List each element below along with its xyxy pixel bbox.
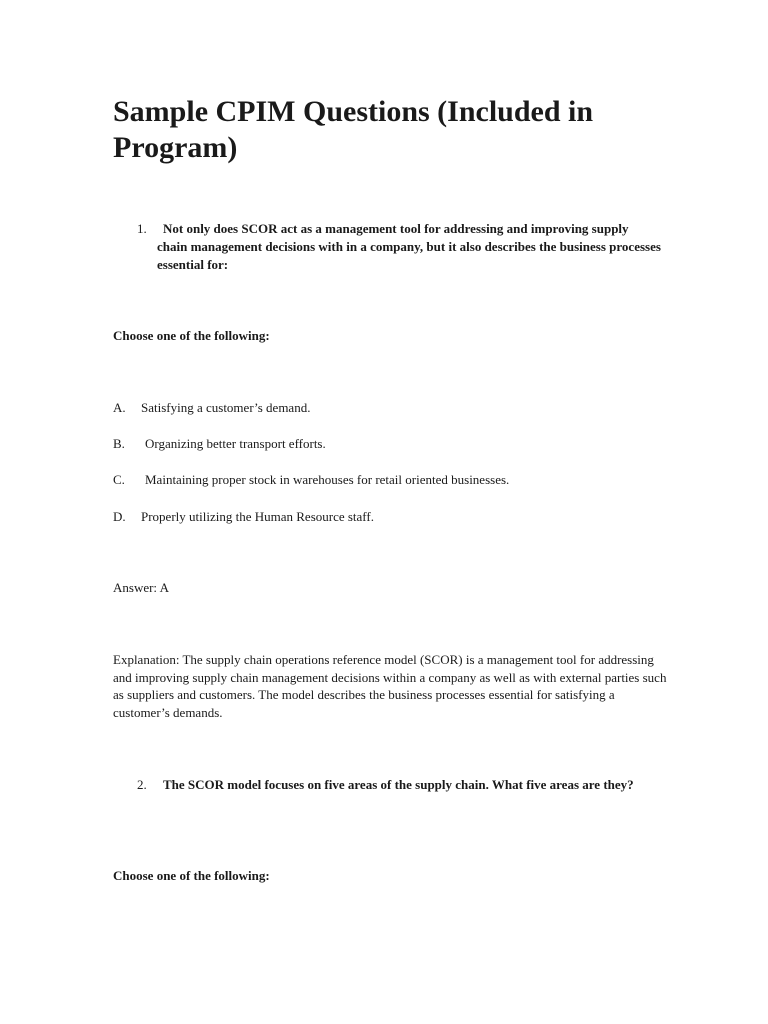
page-title: Sample CPIM Questions (Included in Program) bbox=[113, 95, 594, 164]
question-1-option-a bbox=[113, 399, 310, 417]
option-text: Maintaining proper stock in warehouses for retail oriented businesses. bbox=[145, 472, 510, 487]
question-1-answer: Answer: A bbox=[113, 580, 169, 595]
question-2-text: The SCOR model focuses on five areas of the supply chain. What five areas are they? bbox=[163, 777, 634, 792]
question-1-option-d bbox=[113, 508, 374, 526]
question-1-choose-label: Choose one of the following: bbox=[113, 328, 270, 343]
option-text: Satisfying a customer’s demand. bbox=[141, 400, 311, 415]
question-1-explanation: Explanation: The supply chain operations reference model (SCOR) is a management tool for addressing and improving supply chain management decisions within a company as well as with external parties such as suppliers and customers. The model describes the business processes essential for satisfying a customer’s demands. bbox=[113, 652, 667, 720]
question-1-text: Not only does SCOR act as a management tool for addressing and improving supply chain management decisions with in a company, but it also describes the business processes essential for: bbox=[157, 221, 661, 272]
option-text: Properly utilizing the Human Resource staff. bbox=[141, 509, 374, 524]
question-1-number: 1. bbox=[137, 221, 147, 236]
question-1-option-c bbox=[113, 471, 509, 489]
question-2-number: 2. bbox=[137, 777, 147, 792]
option-letter: A. bbox=[113, 400, 126, 415]
option-text: Organizing better transport efforts. bbox=[145, 436, 326, 451]
option-letter: C. bbox=[113, 472, 125, 487]
option-letter: D. bbox=[113, 509, 126, 524]
question-2-choose-label: Choose one of the following: bbox=[113, 868, 270, 883]
question-1-option-b bbox=[113, 435, 326, 453]
option-letter: B. bbox=[113, 436, 125, 451]
